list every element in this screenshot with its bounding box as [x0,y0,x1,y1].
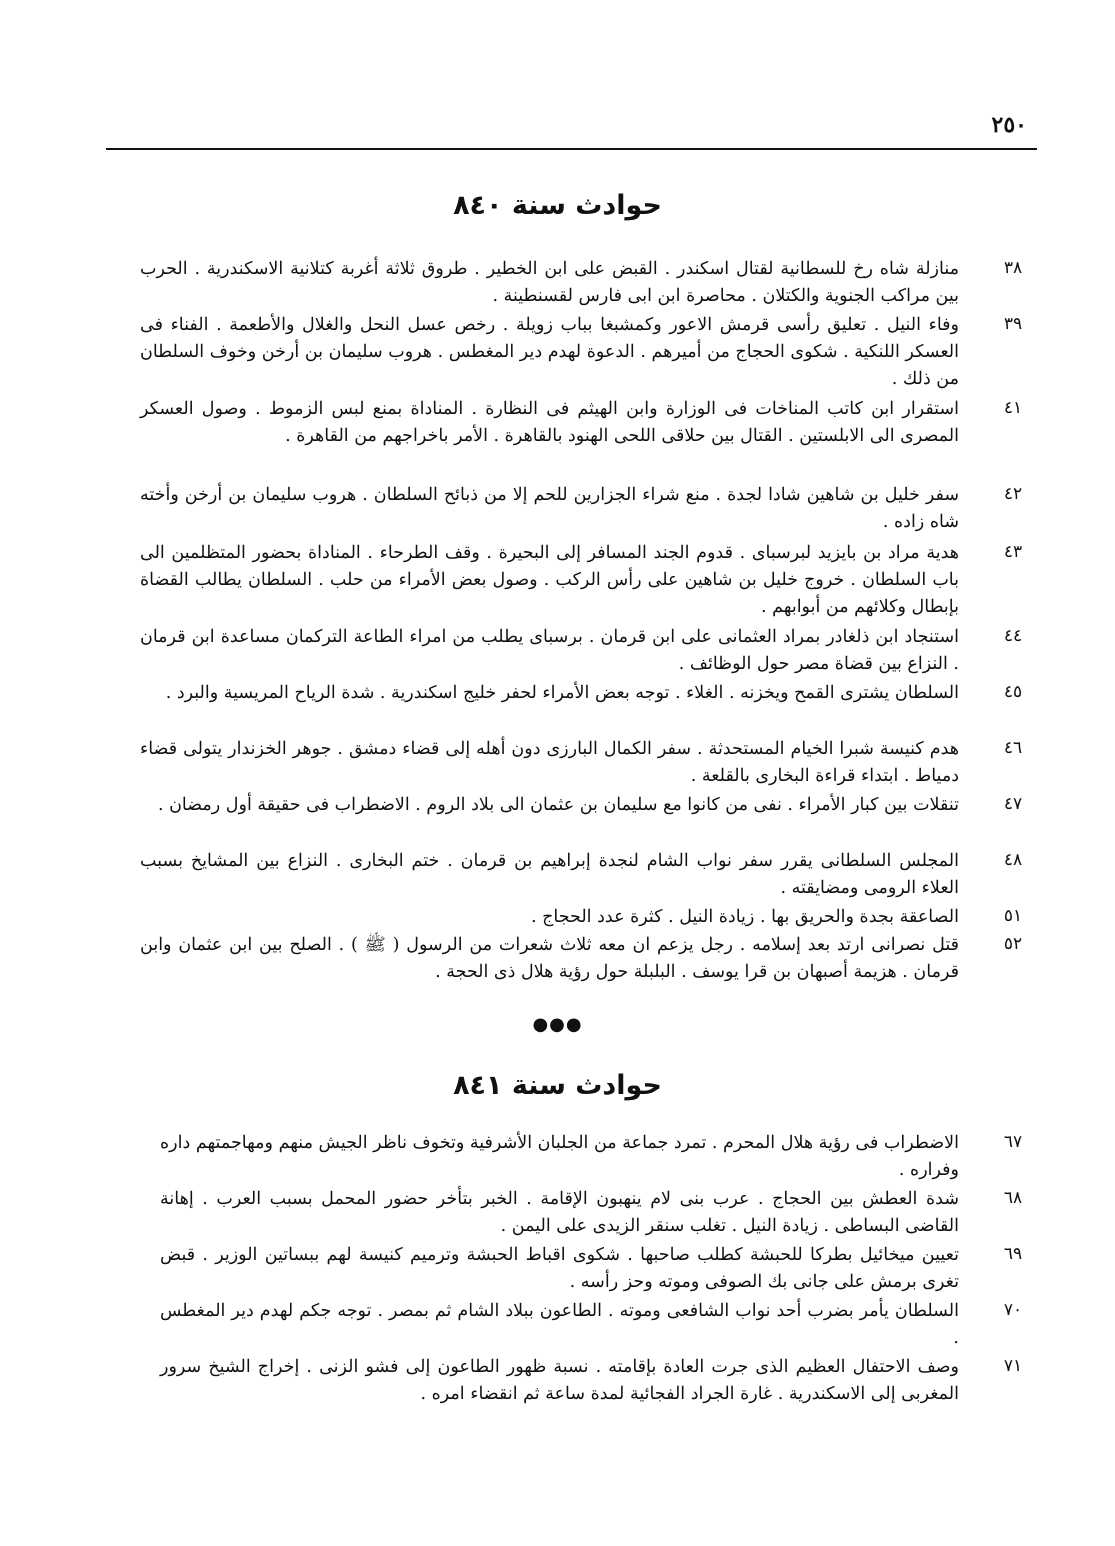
entry-number: ٥١ [1003,906,1023,926]
entry-text: الصاعقة بجدة والحريق بها . زيادة النيل . كثرة عدد الحجاج . [530,907,959,927]
entry-number: ٤٥ [1003,682,1023,702]
entry-text: قتل نصرانى ارتد بعد إسلامه . رجل يزعم ان معه ثلاث شعرات من الرسول ( ﷺ ) . الصلح بين ابن عثمان وابن قرمان . هزيمة أصبهان بن قرا يوسف . البلبلة حول رؤية هلال ذى الحجة . [140,935,959,982]
entry-text: السلطان يشترى القمح ويخزنه . الغلاء . توجه بعض الأمراء لحفر خليج اسكندرية . شدة الرياح المريسية والبرد . [165,683,959,703]
entry-number: ٧٠ [1003,1300,1023,1320]
entry-number: ٤٦ [1003,738,1023,758]
entry-number: ٦٨ [1003,1188,1023,1208]
entry-text: وفاء النيل . تعليق رأسى قرمش الاعور وكمشبغا بباب زويلة . رخص عسل النحل والغلال والأطعمة . الفناء فى العسكر اللنكية . شكوى الحجاج من أميرهم . الدعوة لهدم دير المغطس . هروب سليمان بن أرخن وخوف السلطان من ذلك . [140,315,959,389]
entry-list-840 [140,256,1037,988]
entry-number: ٤٨ [1003,850,1023,870]
list-item [140,792,1037,848]
page-number: ٢٥٠ [991,112,1027,138]
entry-list-841 [160,1130,1037,1410]
section-title-841: حوادث سنة ٨٤١ [453,1070,662,1101]
entry-number: ٣٩ [1003,314,1023,334]
list-item [160,1186,1037,1242]
entry-number: ٤٤ [1003,626,1023,646]
list-item [140,312,1037,396]
entry-text: منازلة شاه رخ للسطانية لقتال اسكندر . القبض على ابن الخطير . طروق ثلاثة أغربة كتلانية الاسكندرية . الحرب بين مراكب الجنوية والكتلان . محاصرة ابن ابى فارس لقسنطينة . [140,259,959,306]
entry-number: ٣٨ [1003,258,1023,278]
list-item [140,256,1037,312]
entry-text: سفر خليل بن شاهين شادا لجدة . منع شراء الجزارين للحم إلا من ذبائح السلطان . هروب سليمان بن أرخن وأخته شاه زاده . [140,485,959,532]
entry-text: المجلس السلطانى يقرر سفر نواب الشام لنجدة إبراهيم بن قرمان . ختم البخارى . النزاع بين المشايخ بسبب العلاء الرومى ومضايقته . [140,851,959,898]
entry-text: تعيين ميخائيل بطركا للحبشة كطلب صاحبها . شكوى اقباط الحبشة وترميم كنيسة لهم ببساتين الوزير . قبض تغرى برمش على جانى بك الصوفى وموته وحز رأسه . [160,1245,959,1292]
list-item [140,680,1037,736]
entry-number: ٥٢ [1003,934,1023,954]
entry-text: هدم كنيسة شبرا الخيام المستحدثة . سفر الكمال البارزى دون أهله إلى قضاء دمشق . جوهر الخزندار يتولى قضاء دمياط . ابتداء قراءة البخارى بالقلعة . [140,739,959,786]
list-item [140,904,1037,932]
list-item [140,848,1037,904]
top-rule [106,148,1037,150]
entry-number: ٦٩ [1003,1244,1023,1264]
list-item [140,624,1037,680]
section-title-840: حوادث سنة ٨٤٠ [453,190,662,221]
entry-text: الاضطراب فى رؤية هلال المحرم . تمرد جماعة من الجلبان الأشرفية وتخوف ناظر الجيش منهم ومهاجمتهم داره وفراره . [160,1133,959,1180]
list-item [140,482,1037,540]
entry-number: ٤١ [1003,398,1023,418]
list-item [160,1354,1037,1410]
entry-text: استنجاد ابن ذلغادر بمراد العثمانى على ابن قرمان . برسباى يطلب من امراء الطاعة التركمان مساعدة ابن قرمان . النزاع بين قضاة مصر حول الوظائف . [140,627,959,674]
entry-number: ٦٧ [1003,1132,1023,1152]
entry-number: ٤٣ [1003,542,1023,562]
list-item [140,736,1037,792]
entry-text: شدة العطش بين الحجاج . عرب بنى لام ينهبون الإقامة . الخبر بتأخر حضور المحمل بسبب العرب . إهانة القاضى البساطى . زيادة النيل . تغلب سنقر الزيدى على اليمن . [160,1189,959,1236]
entry-number: ٤٢ [1003,484,1023,504]
entry-text: هدية مراد بن بايزيد لبرسباى . قدوم الجند المسافر إلى البحيرة . وقف الطرحاء . المناداة بحضور المتظلمين الى باب السلطان . خروج خليل بن شاهين على رأس الركب . وصول بعض الأمراء من حلب . السلطان يطالب القضاة بإبطال وكلائهم من أبوابهم . [140,543,959,617]
entry-text: تنقلات بين كبار الأمراء . نفى من كانوا مع سليمان بن عثمان الى بلاد الروم . الاضطراب فى حقيقة أول رمضان . [157,795,959,815]
list-item [160,1298,1037,1354]
section-separator: ●●● [532,1014,583,1035]
list-item [160,1130,1037,1186]
entry-text: السلطان يأمر بضرب أحد نواب الشافعى وموته . الطاعون ببلاد الشام ثم بمصر . توجه جكم لهدم دير المغطس . [160,1301,959,1348]
entry-number: ٤٧ [1003,794,1023,814]
list-item [140,540,1037,624]
entry-text: وصف الاحتفال العظيم الذى جرت العادة بإقامته . نسبة ظهور الطاعون إلى فشو الزنى . إخراج الشيخ سرور المغربى إلى الاسكندرية . غارة الجراد الفجائية لمدة ساعة ثم انقضاء امره . [160,1357,959,1404]
list-item [140,932,1037,988]
entry-number: ٧١ [1003,1356,1023,1376]
entry-text: استقرار ابن كاتب المناخات فى الوزارة وابن الهيثم فى النظارة . المناداة بمنع لبس الزموط . وصول العسكر المصرى الى الابلستين . القتال بين حلاقى اللحى الهنود بالقاهرة . الأمر باخراجهم من القاهرة . [140,399,959,446]
list-item [160,1242,1037,1298]
list-item [140,396,1037,482]
